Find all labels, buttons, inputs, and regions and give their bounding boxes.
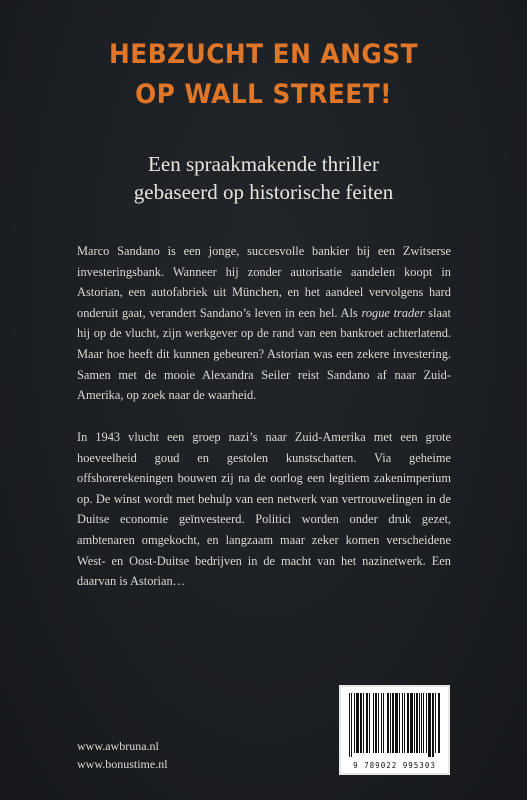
- barcode-bar: [402, 693, 403, 753]
- barcode-bars-graphic: [347, 693, 442, 757]
- barcode-bar: [404, 693, 405, 753]
- barcode-bar: [351, 693, 352, 757]
- barcode-bar: [390, 693, 391, 753]
- headline-line-2: OP WALL STREET!: [135, 79, 392, 110]
- barcode-bar: [410, 693, 413, 753]
- headline-line-1: HEBZUCHT EN ANGST: [109, 39, 418, 70]
- barcode-bar: [354, 693, 355, 753]
- barcode-bar: [428, 693, 431, 757]
- barcode-bar: [392, 693, 394, 753]
- isbn-digits: 9 789022 995303: [353, 761, 436, 770]
- barcode-bar: [419, 693, 420, 753]
- tagline-line-2: gebaseerd op historische feiten: [133, 180, 394, 204]
- barcode-bar: [432, 693, 434, 757]
- barcode-bar: [369, 693, 370, 753]
- barcode-bar: [383, 693, 384, 753]
- barcode-bar: [356, 693, 359, 753]
- barcode-bar: [366, 693, 368, 753]
- barcode-bar: [416, 693, 418, 753]
- publisher-url-bonustime[interactable]: www.bonustime.nl: [77, 757, 168, 771]
- isbn-barcode: [339, 685, 450, 775]
- blurb-p1-emphasis: rogue trader: [361, 305, 425, 320]
- barcode-bar: [421, 693, 422, 753]
- barcode-bar: [438, 693, 440, 753]
- barcode-bar: [363, 693, 364, 753]
- barcode-bar: [375, 693, 377, 753]
- barcode-bar: [407, 693, 409, 753]
- blurb-p1-text-start: Marco Sandano is een jonge, succesvolle bankier bij een Zwitserse investeringsbank. Wanneer hij zonder autorisatie aandelen koopt in Astorian, een autofabriek uit München, en het aandeel vervolgens hard onderuit gaat, verandert Sandano’s leven in een hel. Als: [77, 244, 451, 320]
- blurb-paragraph-2: In 1943 vlucht een groep nazi’s naar Zuid-Amerika met een grote hoeveelheid goud en gestolen kunstschatten. Via geheime offshorerekeningen bouwen zij na de oorlog een legitiem zakenimperium op. De winst wordt met behulp van een netwerk van vertrouwelingen in de Duitse economie geïnvesteerd. Politici worden onder druk gezet, ambtenaren omgekocht, en langzaam maar zeker komen verscheidene West- en Oost-Duitse bedrijven in de macht van het nazinetwerk. Een daarvan is Astorian…: [77, 430, 451, 589]
- barcode-bar: [395, 693, 398, 753]
- publisher-url-awbruna[interactable]: www.awbruna.nl: [77, 739, 159, 753]
- barcode-bar: [387, 693, 389, 753]
- barcode-bar: [381, 693, 382, 753]
- blurb-paragraph-1: [77, 241, 451, 406]
- tagline-line-1: Een spraakmakende thriller: [148, 152, 379, 176]
- barcode-bar: [414, 693, 415, 753]
- barcode-bar: [423, 693, 424, 753]
- barcode-bar: [378, 693, 379, 753]
- barcode-bar: [349, 693, 350, 757]
- barcode-bar: [360, 693, 362, 753]
- barcode-bar: [399, 693, 400, 753]
- barcode-bar: [435, 693, 436, 753]
- barcode-bar: [426, 693, 427, 753]
- blurb-p1-text-end: slaat hij op de vlucht, zijn werkgever op de rand van een bankroet achterlatend. Maar hoe heeft dit kunnen gebeuren? Astorian was een zekere investering. Samen met de mooie Alexandra Seiler reist Sandano af naar Zuid-Amerika, op zoek naar de waarheid.: [77, 305, 451, 403]
- barcode-bar: [373, 693, 374, 753]
